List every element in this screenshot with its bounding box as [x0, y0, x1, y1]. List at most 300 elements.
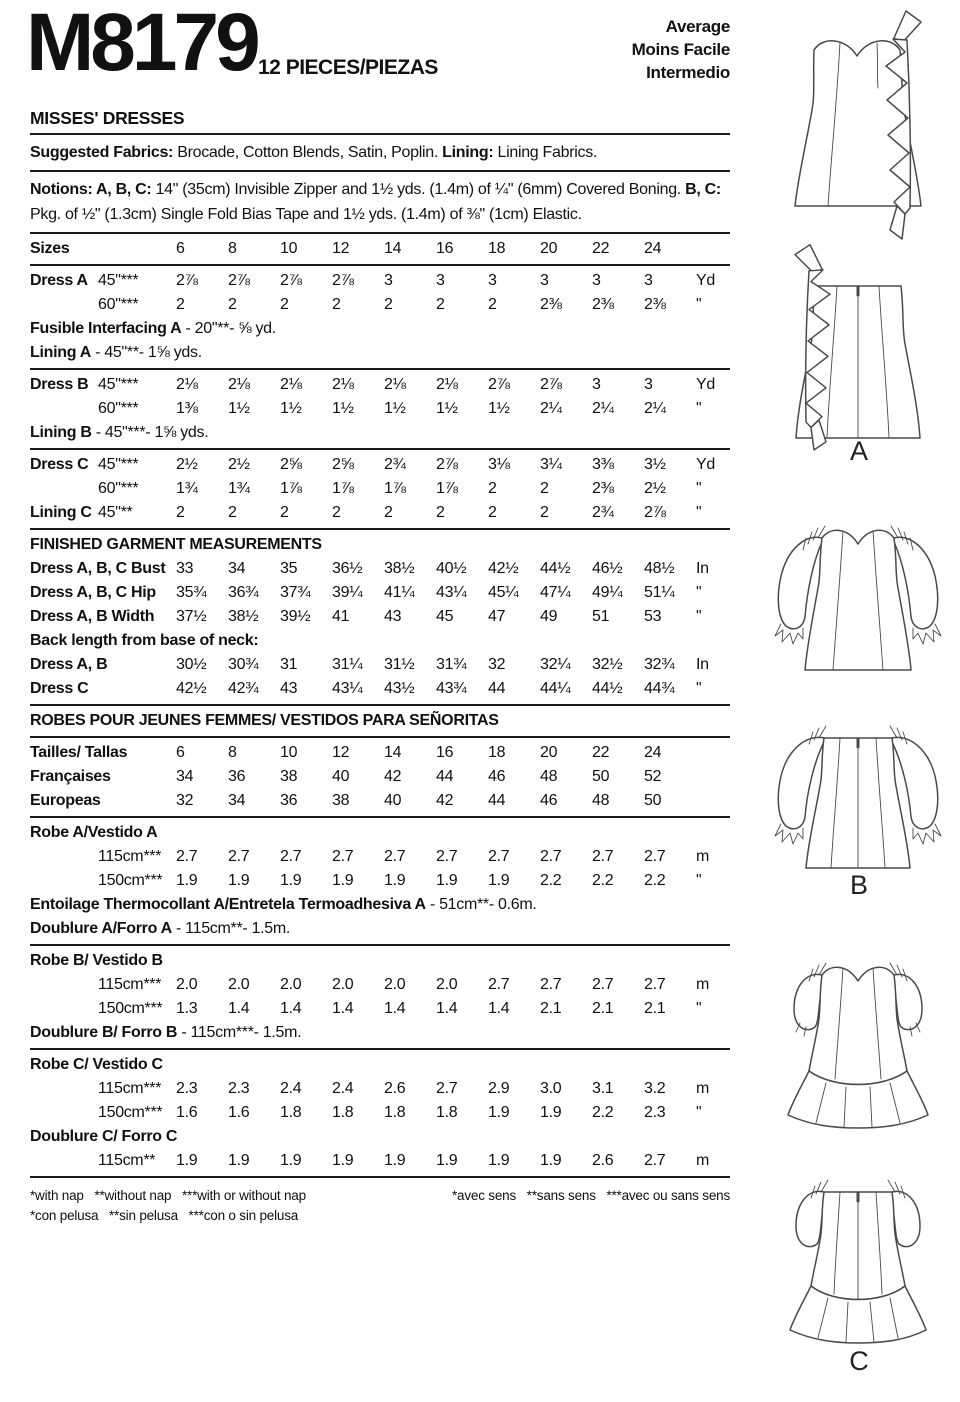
table-cell: 3 [488, 272, 497, 289]
table-cell: 2.7 [228, 848, 250, 865]
table-cell: 36 [280, 792, 298, 809]
table-row [30, 317, 730, 341]
row-label: Entoilage Thermocollant A/Entretela Termoadhesiva A [30, 896, 426, 913]
table-cell: 16 [436, 744, 454, 761]
view-a-label: A [849, 436, 868, 466]
unit-cell: " [696, 296, 702, 313]
row-text: - 115cm**- 1.5m. [171, 920, 291, 937]
table-cell: 1.9 [332, 872, 354, 889]
table-cell: 2.0 [436, 976, 458, 993]
table-cell: 38 [332, 792, 350, 809]
table-cell: 43 [384, 608, 402, 625]
table-row [30, 741, 730, 765]
difficulty-fr: Moins Facile [631, 39, 730, 59]
table-cell: 38½ [384, 560, 415, 577]
table-cell: 2.6 [592, 1152, 614, 1169]
unit-cell: " [696, 608, 702, 625]
table-cell: 45 [436, 608, 454, 625]
table-cell: 46½ [592, 560, 623, 577]
view-b-label: B [849, 870, 868, 900]
notions-text: 14" (35cm) Invisible Zipper and 1½ yds. (1.4m) of ¼" (6mm) Covered Boning. [151, 181, 686, 198]
table-cell: 2 [332, 296, 341, 313]
table-cell: 39¼ [332, 584, 363, 601]
row-label: Robe B/ Vestido B [30, 952, 163, 969]
table-cell: 14 [384, 240, 402, 257]
table-cell: 1⅞ [332, 480, 354, 497]
table-cell: 41¼ [384, 584, 415, 601]
table-cell: 44 [488, 680, 506, 697]
table-cell: 2 [280, 296, 289, 313]
table-cell: 1⅞ [436, 480, 458, 497]
table-cell: 3 [436, 272, 445, 289]
unit-cell: Yd [696, 376, 715, 393]
fabrics-text: Brocade, Cotton Blends, Satin, Poplin. [173, 144, 443, 161]
table-cell: 35¾ [176, 584, 207, 601]
row-text: - 51cm**- 0.6m. [425, 896, 537, 913]
row-label: Françaises [30, 768, 111, 785]
table-cell: 2⅛ [228, 376, 250, 393]
dress-illustrations [758, 0, 960, 1402]
divider [30, 448, 730, 450]
divider [30, 133, 730, 135]
table-row [30, 477, 730, 501]
table-cell: 47 [488, 608, 506, 625]
row-label: Dress B [30, 376, 89, 393]
table-row [30, 293, 730, 317]
table-cell: 2¼ [592, 400, 614, 417]
table-row [30, 581, 730, 605]
table-cell: 35 [280, 560, 298, 577]
table-cell: 3⅜ [592, 456, 614, 473]
row-text: - 45"**- 1⅝ yds. [91, 344, 202, 361]
table-cell: 2.7 [592, 848, 614, 865]
table-cell: 3 [592, 272, 601, 289]
row-label: Robe A/Vestido A [30, 824, 158, 841]
table-cell: 1.9 [228, 1152, 250, 1169]
table-cell: 2.2 [540, 872, 562, 889]
table-cell: 1¾ [176, 480, 198, 497]
row-width-cell: 115cm*** [98, 1080, 162, 1097]
table-cell: 2.4 [280, 1080, 302, 1097]
row-label: Dress A [30, 272, 88, 289]
table-row [30, 997, 730, 1021]
dress-c-front-illustration [758, 935, 958, 1135]
table-cell: 46 [540, 792, 558, 809]
table-cell: 32¼ [540, 656, 571, 673]
table-cell: 2⅛ [176, 376, 198, 393]
table-cell: 1.9 [280, 1152, 302, 1169]
table-cell: 2 [176, 296, 185, 313]
table-cell: 3.1 [592, 1080, 614, 1097]
table-cell: 20 [540, 744, 558, 761]
row-label: Dress A, B Width [30, 608, 155, 625]
table-cell: 30¾ [228, 656, 259, 673]
difficulty-es: Intermedio [646, 62, 730, 82]
lining-text: Lining Fabrics. [493, 144, 598, 161]
row-width-cell: 150cm*** [98, 1000, 163, 1017]
table-cell: 36¾ [228, 584, 259, 601]
row-label: FINISHED GARMENT MEASUREMENTS [30, 536, 322, 553]
table-cell: 22 [592, 240, 610, 257]
view-c-label: C [849, 1346, 869, 1376]
table-cell: 2¾ [384, 456, 406, 473]
table-cell: 44½ [540, 560, 571, 577]
unit-cell: " [696, 872, 702, 889]
divider [30, 170, 730, 172]
row-label: Doublure B/ Forro B [30, 1024, 178, 1041]
table-cell: 2.1 [540, 1000, 562, 1017]
table-cell: 1½ [280, 400, 302, 417]
table-row [30, 1101, 730, 1125]
table-cell: 40 [384, 792, 402, 809]
table-cell: 1.9 [488, 1104, 510, 1121]
suggested-fabrics-line [30, 138, 730, 167]
row-width-cell: 115cm*** [98, 848, 162, 865]
row-label: Dress A, B [30, 656, 108, 673]
table-cell: 2⅜ [592, 296, 614, 313]
table-row [30, 821, 730, 845]
table-cell: 31¾ [436, 656, 467, 673]
table-cell: 8 [228, 240, 237, 257]
row-width-cell: 60"*** [98, 296, 139, 313]
unit-cell: " [696, 1000, 702, 1017]
table-cell: 2.7 [540, 848, 562, 865]
table-cell: 34 [176, 768, 194, 785]
table-cell: 1½ [384, 400, 406, 417]
table-cell: 1.9 [540, 1104, 562, 1121]
table-cell: 2½ [176, 456, 198, 473]
unit-cell: Yd [696, 272, 715, 289]
table-cell: 2 [540, 504, 549, 521]
table-cell: 2.7 [488, 848, 510, 865]
table-cell: 1.9 [488, 1152, 510, 1169]
row-label: Robe C/ Vestido C [30, 1056, 163, 1073]
table-cell: 1.4 [280, 1000, 302, 1017]
table-cell: 44¾ [644, 680, 675, 697]
table-cell: 2.0 [280, 976, 302, 993]
table-cell: 2.7 [540, 976, 562, 993]
divider [30, 944, 730, 946]
table-cell: 1.8 [384, 1104, 406, 1121]
table-cell: 2⅞ [332, 272, 354, 289]
table-cell: 1.9 [176, 1152, 198, 1169]
table-cell: 49 [540, 608, 558, 625]
table-cell: 30½ [176, 656, 207, 673]
row-label: Sizes [30, 240, 70, 257]
table-cell: 2 [384, 504, 393, 521]
table-cell: 2.2 [592, 1104, 614, 1121]
table-cell: 43¼ [436, 584, 467, 601]
table-row [30, 237, 730, 261]
difficulty-block [632, 16, 730, 85]
table-cell: 2.7 [280, 848, 302, 865]
table-row [30, 1077, 730, 1101]
table-cell: 2.2 [592, 872, 614, 889]
table-cell: 2.3 [644, 1104, 666, 1121]
table-cell: 44½ [592, 680, 623, 697]
unit-cell: m [696, 976, 710, 993]
table-cell: 2.9 [488, 1080, 510, 1097]
table-cell: 2 [228, 296, 237, 313]
table-cell: 2⅜ [644, 296, 666, 313]
table-cell: 1.9 [332, 1152, 354, 1169]
row-width-cell: 45"*** [98, 456, 139, 473]
table-cell: 36½ [332, 560, 363, 577]
table-cell: 2 [436, 296, 445, 313]
table-cell: 1.9 [436, 1152, 458, 1169]
table-cell: 42 [384, 768, 402, 785]
table-cell: 2⅞ [176, 272, 198, 289]
unit-cell: In [696, 656, 709, 673]
divider [30, 264, 730, 266]
table-cell: 44 [436, 768, 454, 785]
pattern-number: M8179 [26, 0, 257, 88]
table-cell: 32½ [592, 656, 623, 673]
table-cell: 2¾ [592, 504, 614, 521]
row-label: Tailles/ Tallas [30, 744, 128, 761]
table-cell: 1½ [228, 400, 250, 417]
table-cell: 10 [280, 240, 298, 257]
table-cell: 51¼ [644, 584, 675, 601]
notions-bc-text: Pkg. of ½" (1.3cm) Single Fold Bias Tape and 1½ yds. (1.4m) of ⅜" (1cm) Elastic. [30, 206, 582, 223]
table-cell: 40 [332, 768, 350, 785]
table-cell: 42½ [176, 680, 207, 697]
table-row [30, 949, 730, 973]
divider [30, 232, 730, 234]
table-cell: 3 [540, 272, 549, 289]
row-label: Lining B [30, 424, 92, 441]
unit-cell: m [696, 848, 710, 865]
table-cell: 1.4 [228, 1000, 250, 1017]
divider [30, 736, 730, 738]
table-cell: 1.9 [540, 1152, 562, 1169]
table-cell: 1.6 [176, 1104, 198, 1121]
table-cell: 2.7 [436, 848, 458, 865]
table-cell: 20 [540, 240, 558, 257]
row-label: Lining A [30, 344, 91, 361]
row-label: Doublure C/ Forro C [30, 1128, 178, 1145]
row-label: Back length from base of neck: [30, 632, 259, 649]
table-cell: 2¼ [644, 400, 666, 417]
unit-cell: " [696, 584, 702, 601]
table-cell: 48 [592, 792, 610, 809]
header [26, 0, 730, 102]
row-text: - 45"***- 1⅝ yds. [91, 424, 209, 441]
table-row [30, 789, 730, 813]
footnote-es: *con pelusa **sin pelusa ***con o sin pelusa [30, 1208, 299, 1223]
table-cell: 2⅛ [436, 376, 458, 393]
table-cell: 2.7 [176, 848, 198, 865]
table-cell: 2 [176, 504, 185, 521]
table-row [30, 373, 730, 397]
table-row [30, 709, 730, 733]
table-row [30, 397, 730, 421]
table-cell: 53 [644, 608, 662, 625]
table-cell: 36 [228, 768, 246, 785]
table-cell: 2⅛ [332, 376, 354, 393]
table-row [30, 893, 730, 917]
dress-b-back-illustration [758, 694, 958, 876]
table-cell: 2.1 [644, 1000, 666, 1017]
table-cell: 2.6 [384, 1080, 406, 1097]
table-cell: 2⅝ [280, 456, 302, 473]
table-cell: 2⅞ [436, 456, 458, 473]
unit-cell: " [696, 480, 702, 497]
table-cell: 50 [592, 768, 610, 785]
table-cell: 1.8 [280, 1104, 302, 1121]
fabrics-label: Suggested Fabrics: [30, 144, 174, 161]
table-cell: 8 [228, 744, 237, 761]
table-cell: 2½ [228, 456, 250, 473]
table-cell: 2 [384, 296, 393, 313]
table-cell: 2.7 [644, 976, 666, 993]
table-cell: 1⅜ [176, 400, 198, 417]
table-cell: 37¾ [280, 584, 311, 601]
table-cell: 2 [488, 296, 497, 313]
divider [30, 1048, 730, 1050]
table-cell: 2 [488, 504, 497, 521]
table-cell: 31¼ [332, 656, 363, 673]
row-width-cell: 45"** [98, 504, 133, 521]
table-cell: 22 [592, 744, 610, 761]
yardage-chart [26, 0, 730, 1226]
row-width-cell: 115cm** [98, 1152, 156, 1169]
table-cell: 38½ [228, 608, 259, 625]
difficulty-en: Average [665, 17, 730, 36]
table-cell: 1.8 [332, 1104, 354, 1121]
unit-cell: In [696, 560, 709, 577]
row-width-cell: 45"*** [98, 376, 139, 393]
table-cell: 10 [280, 744, 298, 761]
table-cell: 2 [488, 480, 497, 497]
table-row [30, 629, 730, 653]
table-cell: 2.1 [592, 1000, 614, 1017]
unit-cell: Yd [696, 456, 715, 473]
unit-cell: " [696, 400, 702, 417]
table-cell: 2⅞ [644, 504, 666, 521]
table-cell: 2 [332, 504, 341, 521]
table-cell: 3 [644, 376, 653, 393]
table-cell: 44¼ [540, 680, 571, 697]
table-cell: 2.7 [592, 976, 614, 993]
table-cell: 2⅛ [384, 376, 406, 393]
table-cell: 2⅛ [280, 376, 302, 393]
lining-label: Lining: [442, 144, 494, 161]
table-cell: 18 [488, 240, 506, 257]
table-cell: 2.2 [644, 872, 666, 889]
table-cell: 1.8 [436, 1104, 458, 1121]
footnote-fr: *avec sens **sans sens ***avec ou sans sens [451, 1188, 730, 1203]
table-cell: 18 [488, 744, 506, 761]
table-row [30, 917, 730, 941]
row-label: Dress C [30, 680, 89, 697]
row-width-cell: 60"*** [98, 400, 139, 417]
table-cell: 33 [176, 560, 194, 577]
table-row [30, 973, 730, 997]
table-cell: 48 [540, 768, 558, 785]
table-cell: 42½ [488, 560, 519, 577]
table-cell: 2.0 [228, 976, 250, 993]
table-cell: 1.9 [228, 872, 250, 889]
unit-cell: " [696, 504, 702, 521]
table-row [30, 421, 730, 445]
table-cell: 6 [176, 240, 185, 257]
row-width-cell: 150cm*** [98, 1104, 163, 1121]
footnotes [30, 1186, 730, 1226]
row-label: Europeas [30, 792, 101, 809]
row-label: Dress A, B, C Bust [30, 560, 166, 577]
divider [30, 1176, 730, 1178]
table-cell: 31½ [384, 656, 415, 673]
dress-a-front-illustration [758, 8, 958, 240]
table-cell: 3.2 [644, 1080, 666, 1097]
table-cell: 32 [176, 792, 194, 809]
divider [30, 368, 730, 370]
table-cell: 39½ [280, 608, 311, 625]
table-cell: 45¼ [488, 584, 519, 601]
table-cell: 3.0 [540, 1080, 562, 1097]
table-cell: 3½ [644, 456, 666, 473]
divider [30, 816, 730, 818]
table-cell: 47¼ [540, 584, 571, 601]
table-cell: 32¾ [644, 656, 675, 673]
table-cell: 1.9 [384, 1152, 406, 1169]
table-cell: 2.7 [644, 848, 666, 865]
table-cell: 34 [228, 560, 246, 577]
table-cell: 38 [280, 768, 298, 785]
table-cell: 43½ [384, 680, 415, 697]
table-cell: 1.4 [332, 1000, 354, 1017]
table-row [30, 1125, 730, 1149]
table-cell: 42 [436, 792, 454, 809]
notions-label: Notions: A, B, C: [30, 181, 152, 198]
table-cell: 2⅞ [280, 272, 302, 289]
table-cell: 49¼ [592, 584, 623, 601]
table-cell: 24 [644, 744, 662, 761]
unit-cell: " [696, 1104, 702, 1121]
table-cell: 16 [436, 240, 454, 257]
table-cell: 1.9 [436, 872, 458, 889]
table-cell: 2⅜ [540, 296, 562, 313]
table-cell: 2⅞ [488, 376, 510, 393]
row-label: Doublure A/Forro A [30, 920, 172, 937]
document-title: MISSES' DRESSES [30, 108, 185, 128]
table-cell: 1½ [332, 400, 354, 417]
table-cell: 1.9 [384, 872, 406, 889]
divider [30, 528, 730, 530]
table-cell: 12 [332, 744, 350, 761]
table-cell: 2⅝ [332, 456, 354, 473]
table-cell: 41 [332, 608, 350, 625]
table-row [30, 653, 730, 677]
row-label: ROBES POUR JEUNES FEMMES/ VESTIDOS PARA SEÑORITAS [30, 712, 499, 729]
table-row [30, 677, 730, 701]
dress-c-back-illustration [758, 1150, 958, 1350]
table-row [30, 269, 730, 293]
table-cell: 2.0 [384, 976, 406, 993]
table-row [30, 533, 730, 557]
unit-cell: m [696, 1080, 710, 1097]
table-cell: 43¼ [332, 680, 363, 697]
table-cell: 2⅜ [592, 480, 614, 497]
table-row [30, 1021, 730, 1045]
table-row [30, 869, 730, 893]
table-cell: 1⅞ [280, 480, 302, 497]
row-width-cell: 150cm*** [98, 872, 163, 889]
table-cell: 40½ [436, 560, 467, 577]
dress-a-back-illustration [758, 242, 958, 454]
table-cell: 2.7 [644, 1152, 666, 1169]
